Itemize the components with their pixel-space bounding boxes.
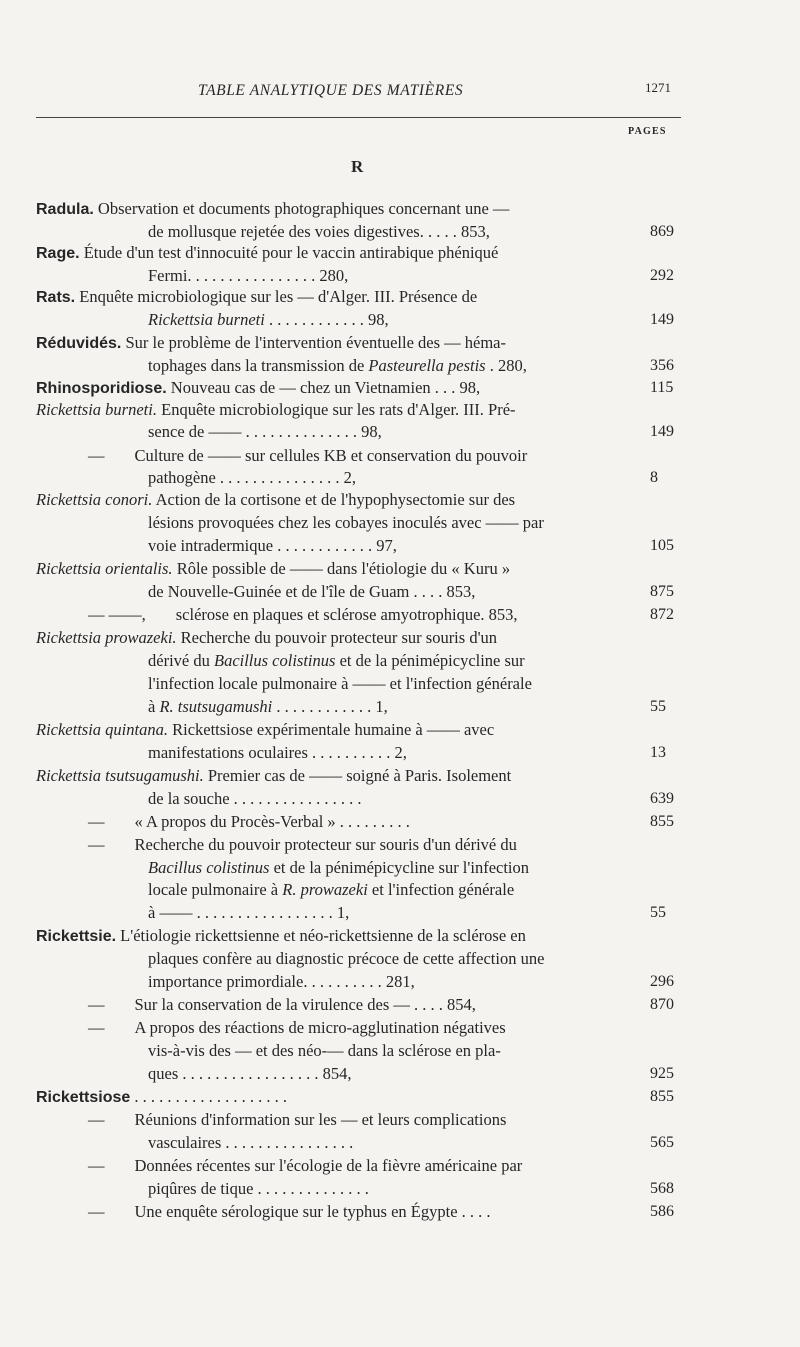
italic-term: Pasteurella pestis [368, 356, 486, 375]
entry-text: piqûres de tique . . . . . . . . . . . . . . [148, 1179, 369, 1198]
entry-text: Premier cas de —— soigné à Paris. Isolement [203, 766, 512, 785]
entry-text: de Nouvelle-Guinée et de l'île de Guam . . . . 853, [148, 582, 476, 601]
index-line [148, 1133, 353, 1153]
entry-heading: Rickettsiose [36, 1089, 131, 1106]
repeat-dash: — [88, 995, 105, 1014]
italic-term: Rickettsia conori. [36, 490, 153, 509]
entry-text: Sur le problème de l'intervention éventuelle des — héma- [121, 333, 506, 352]
index-line [36, 490, 515, 510]
index-line [148, 949, 544, 969]
entry-text: locale pulmonaire à [148, 880, 283, 899]
index-line [148, 697, 388, 717]
entry-text: à [148, 697, 160, 716]
italic-term: Rickettsia tsutsugamushi. [36, 766, 204, 785]
index-line [36, 628, 497, 648]
entry-text: Étude d'un test d'innocuité pour le vaccin antirabique phéniqué [79, 243, 499, 262]
index-line [148, 310, 389, 330]
page-reference: 586 [650, 1203, 674, 1220]
index-line [148, 222, 490, 242]
page-reference: 115 [650, 379, 674, 396]
index-line [148, 468, 356, 488]
page-reference: 13 [650, 744, 666, 761]
entry-text: Enquête microbiologique sur les rats d'Alger. III. Pré- [156, 400, 516, 419]
index-line [88, 995, 476, 1015]
section-letter: R [351, 157, 364, 176]
running-header-title: TABLE ANALYTIQUE DES MATIÈRES [198, 82, 464, 99]
index-line [148, 651, 525, 671]
index-line [36, 720, 494, 740]
entry-text: vasculaires . . . . . . . . . . . . . . . . [148, 1133, 354, 1152]
index-line [36, 559, 510, 579]
entry-text: Culture de —— sur cellules KB et conservation du pouvoir [134, 446, 528, 465]
pages-column-label: PAGES [628, 126, 667, 137]
entry-text: l'infection locale pulmonaire à —— et l'infection générale [148, 674, 532, 693]
entry-text: de mollusque rejetée des voies digestives. . . . . 853, [148, 222, 490, 241]
index-line [148, 536, 397, 556]
index-line [36, 287, 477, 308]
index-line [36, 243, 498, 264]
index-line [148, 422, 382, 442]
repeat-dash: — [88, 1156, 105, 1175]
index-line [148, 266, 348, 286]
page-reference: 875 [650, 583, 674, 600]
header-rule [36, 117, 681, 118]
italic-term: Bacillus colistinus [148, 858, 270, 877]
index-line [36, 1087, 287, 1108]
repeat-dash: — [88, 812, 105, 831]
page-reference: 565 [650, 1134, 674, 1151]
entry-heading: Réduvidés. [36, 335, 122, 352]
index-line [88, 1110, 506, 1130]
index-line [88, 812, 410, 832]
entry-text: lésions provoquées chez les cobayes inoculés avec —— par [148, 513, 544, 532]
entry-text: et de la pénimépicycline sur [335, 651, 525, 670]
page-reference: 356 [650, 357, 674, 374]
index-line [148, 356, 527, 376]
repeat-dash: — [88, 1202, 105, 1221]
index-line [148, 582, 475, 602]
entry-heading: Rats. [36, 289, 76, 306]
entry-text: Nouveau cas de — chez un Vietnamien . . . 98, [166, 378, 481, 397]
entry-text: manifestations oculaires . . . . . . . . . . 2, [148, 743, 407, 762]
entry-text: Rôle possible de —— dans l'étiologie du « Kuru » [172, 559, 511, 578]
entry-text: Recherche du pouvoir protecteur sur souris d'un [176, 628, 498, 647]
entry-heading: Rickettsie. [36, 928, 117, 945]
page-reference: 55 [650, 904, 666, 921]
index-line [148, 858, 529, 878]
entry-text: Observation et documents photographiques concernant une — [93, 199, 510, 218]
index-line [88, 1156, 522, 1176]
index-line [148, 1041, 501, 1061]
index-line [36, 400, 516, 420]
index-line [148, 1064, 352, 1084]
index-line [148, 880, 514, 900]
italic-term: Rickettsia quintana. [36, 720, 168, 739]
entry-heading: Rhinosporidiose. [36, 380, 167, 397]
index-line [36, 926, 526, 947]
page-reference: 568 [650, 1180, 674, 1197]
entry-text: Données récentes sur l'écologie de la fièvre américaine par [134, 1156, 523, 1175]
entry-text: . . . . . . . . . . . . . . . . . . . [130, 1087, 288, 1106]
repeat-dash: — [88, 1018, 105, 1037]
page-reference: 855 [650, 1088, 674, 1105]
entry-text: Action de la cortisone et de l'hypophysectomie sur des [152, 490, 516, 509]
page-reference: 149 [650, 311, 674, 328]
entry-text: Recherche du pouvoir protecteur sur souris d'un dérivé du [134, 835, 517, 854]
entry-text: . . . . . . . . . . . . 1, [272, 697, 388, 716]
entry-text: Réunions d'information sur les — et leurs complications [134, 1110, 507, 1129]
index-line [88, 446, 527, 466]
italic-term: R. tsutsugamushi [159, 697, 273, 716]
entry-text: pathogène . . . . . . . . . . . . . . . 2, [148, 468, 357, 487]
entry-text: ques . . . . . . . . . . . . . . . . . 854, [148, 1064, 352, 1083]
entry-text: sence de —— . . . . . . . . . . . . . . 98, [148, 422, 382, 441]
repeat-dash: — ——, [88, 605, 146, 624]
page-reference: 296 [650, 973, 674, 990]
index-line [148, 972, 415, 992]
index-line [148, 513, 544, 533]
page-reference: 870 [650, 996, 674, 1013]
entry-text: à —— . . . . . . . . . . . . . . . . . 1, [148, 903, 350, 922]
page-reference: 292 [650, 267, 674, 284]
index-line [148, 1179, 369, 1199]
index-line [36, 199, 509, 220]
page-reference: 869 [650, 223, 674, 240]
entry-text: Fermi. . . . . . . . . . . . . . . . 280, [148, 266, 349, 285]
repeat-dash: — [88, 1110, 105, 1129]
entry-text: plaques confère au diagnostic précoce de cette affection une [148, 949, 545, 968]
page-reference: 872 [650, 606, 674, 623]
page-reference: 639 [650, 790, 674, 807]
index-line [36, 378, 480, 399]
index-line [88, 1018, 506, 1038]
entry-text: . . . . . . . . . . . . 98, [264, 310, 389, 329]
index-line [88, 835, 517, 855]
entry-text: sclérose en plaques et sclérose amyotrophique. 853, [175, 605, 518, 624]
entry-text: voie intradermique . . . . . . . . . . . . 97, [148, 536, 397, 555]
index-line [148, 674, 532, 694]
entry-text: . 280, [485, 356, 527, 375]
index-line [36, 333, 506, 354]
entry-text: importance primordiale. . . . . . . . . . 281, [148, 972, 415, 991]
entry-text: vis-à-vis des — et des néo-— dans la sclérose en pla- [148, 1041, 501, 1060]
entry-text: et l'infection générale [367, 880, 515, 899]
page-reference: 55 [650, 698, 666, 715]
page-reference: 105 [650, 537, 674, 554]
page-number: 1271 [645, 80, 671, 95]
entry-heading: Rage. [36, 245, 80, 262]
repeat-dash: — [88, 446, 105, 465]
entry-text: et de la pénimépicycline sur l'infection [269, 858, 530, 877]
entry-text: A propos des réactions de micro-agglutination négatives [134, 1018, 506, 1037]
index-line [88, 1202, 491, 1222]
italic-term: Rickettsia prowazeki. [36, 628, 177, 647]
entry-text: tophages dans la transmission de [148, 356, 369, 375]
page-reference: 855 [650, 813, 674, 830]
repeat-dash: — [88, 835, 105, 854]
page-reference: 149 [650, 423, 674, 440]
entry-heading: Radula. [36, 201, 94, 218]
entry-text: L'étiologie rickettsienne et néo-rickettsienne de la sclérose en [116, 926, 526, 945]
entry-text: Rickettsiose expérimentale humaine à —— avec [167, 720, 495, 739]
italic-term: R. prowazeki [282, 880, 368, 899]
index-line [36, 766, 511, 786]
index-line [148, 903, 349, 923]
entry-text: « A propos du Procès-Verbal » . . . . . . . . . [134, 812, 410, 831]
index-line [88, 605, 518, 625]
page-reference: 8 [650, 469, 658, 486]
entry-text: Sur la conservation de la virulence des — . . . . 854, [134, 995, 476, 1014]
italic-term: Rickettsia burneti [148, 310, 265, 329]
index-line [148, 743, 407, 763]
entry-text: dérivé du [148, 651, 214, 670]
italic-term: Rickettsia burneti. [36, 400, 157, 419]
entry-text: Une enquête sérologique sur le typhus en Égypte . . . . [134, 1202, 491, 1221]
index-line [148, 789, 362, 809]
italic-term: Bacillus colistinus [213, 651, 336, 670]
entry-text: Enquête microbiologique sur les — d'Alger. III. Présence de [75, 287, 478, 306]
entry-text: de la souche . . . . . . . . . . . . . . . . [148, 789, 362, 808]
page-reference: 925 [650, 1065, 674, 1082]
italic-term: Rickettsia orientalis. [36, 559, 173, 578]
